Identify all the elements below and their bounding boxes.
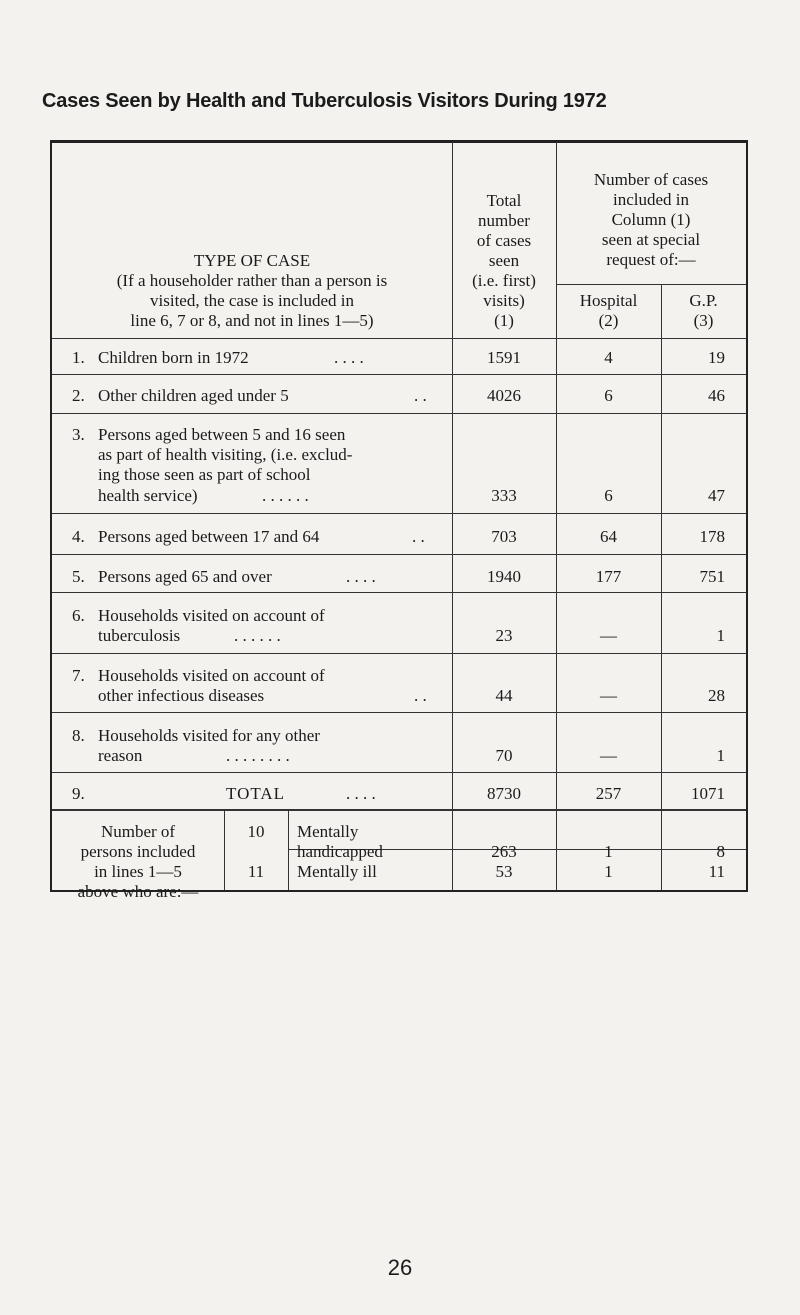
total-row-hospital: 257 (595, 784, 622, 803)
row-label: Households visited for any other (98, 726, 320, 745)
row-leader-dots: . . (412, 527, 425, 546)
total-row-leader-dots: . . . . (346, 784, 376, 803)
row-number: 1. (72, 348, 85, 367)
divider-row-5 (52, 592, 746, 593)
row-hospital: 4 (604, 348, 613, 367)
row-leader-dots: . . . . . . (262, 486, 309, 505)
row-label: health service) (98, 486, 198, 505)
footer-row-gp: 8 (716, 842, 725, 861)
total-heading: number (478, 211, 530, 230)
row-hospital: — (600, 686, 617, 705)
row-label: Other children aged under 5 (98, 386, 289, 405)
footer-label: Number of (100, 822, 176, 841)
row-hospital: 64 (600, 527, 617, 546)
total-column-number: (1) (494, 311, 514, 330)
row-gp: 28 (708, 686, 725, 705)
special-request-heading: Column (1) (611, 210, 691, 229)
row-label: Persons aged between 17 and 64 (98, 527, 320, 546)
row-label: other infectious diseases (98, 686, 265, 705)
footer-row-hospital: 1 (604, 842, 613, 861)
row-leader-dots: . . . . (334, 348, 364, 367)
row-label: Children born in 1972 (98, 348, 249, 367)
footer-label: in lines 1—5 (94, 862, 182, 881)
row-leader-dots: . . . . (346, 567, 376, 586)
row-hospital: 6 (604, 386, 613, 405)
footer-row-code: 11 (247, 862, 265, 881)
row-number: 8. (72, 726, 85, 745)
divider-row-7 (52, 712, 746, 713)
row-label: Persons aged 65 and over (98, 567, 272, 586)
row-label: tuberculosis (98, 626, 181, 645)
footer-row-hospital: 1 (604, 862, 613, 881)
row-hospital: — (600, 746, 617, 765)
row-number: 3. (72, 425, 85, 444)
divider-special-subhead (556, 284, 746, 285)
row-hospital: — (600, 626, 617, 645)
special-request-heading: Number of cases (593, 170, 709, 189)
row-leader-dots: . . (414, 386, 427, 405)
row-label: reason (98, 746, 143, 765)
total-row-number: 9. (72, 784, 85, 803)
row-gp: 178 (699, 527, 725, 546)
special-request-heading: request of:— (606, 250, 696, 269)
footer-label: persons included (80, 842, 196, 861)
row-label: Persons aged between 5 and 16 seen (98, 425, 346, 444)
total-row-label: TOTAL (226, 784, 286, 803)
row-gp: 46 (708, 386, 725, 405)
type-of-case-note: visited, the case is included in (150, 291, 354, 310)
row-leader-dots: . . . . . . (234, 626, 281, 645)
row-total: 70 (495, 746, 513, 765)
type-of-case-note: line 6, 7 or 8, and not in lines 1—5) (130, 311, 374, 330)
footer-row-code: 10 (247, 822, 265, 841)
hospital-heading: Hospital (579, 291, 638, 310)
type-of-case-heading: TYPE OF CASE (193, 251, 311, 270)
row-label: Households visited on account of (98, 606, 325, 625)
total-row-total: 8730 (487, 784, 521, 803)
total-heading: Total (486, 191, 522, 210)
footer-row-label: Mentally (297, 822, 359, 841)
type-of-case-note: (If a householder rather than a person is (116, 271, 388, 290)
divider-footer-desc (288, 810, 289, 890)
total-heading: seen (488, 251, 520, 270)
total-row-gp: 1071 (691, 784, 725, 803)
row-number: 4. (72, 527, 85, 546)
row-hospital: 177 (595, 567, 622, 586)
row-label: as part of health visiting, (i.e. exclud- (98, 445, 353, 464)
row-total: 703 (491, 527, 517, 546)
page-number: 26 (387, 1255, 413, 1280)
divider-total (52, 809, 746, 811)
total-heading: of cases (476, 231, 532, 250)
divider-row-2 (52, 413, 746, 414)
footer-row-total: 263 (491, 842, 517, 861)
row-leader-dots: . . (414, 686, 427, 705)
row-leader-dots: . . . . . . . . (226, 746, 290, 765)
row-total: 1940 (487, 567, 521, 586)
row-total: 333 (491, 486, 517, 505)
row-gp: 1 (716, 746, 725, 765)
row-number: 7. (72, 666, 85, 685)
row-number: 5. (72, 567, 85, 586)
hospital-column-number: (2) (598, 311, 619, 330)
total-heading: visits) (483, 291, 525, 310)
row-total: 23 (495, 626, 513, 645)
footer-row-label: handicapped (297, 842, 383, 861)
page-title: Cases Seen by Health and Tuberculosis Visitors During 1972 (42, 90, 607, 112)
row-total: 4026 (487, 386, 521, 405)
row-total: 1591 (487, 348, 521, 367)
row-total: 44 (495, 686, 513, 705)
row-gp: 751 (699, 567, 725, 586)
special-request-heading: included in (612, 190, 689, 209)
row-gp: 19 (708, 348, 725, 367)
footer-label: above who are:— (77, 882, 199, 901)
divider-row-1 (52, 374, 746, 375)
divider-row-3 (52, 513, 746, 514)
divider-row-6 (52, 653, 746, 654)
divider-header (52, 338, 746, 339)
row-gp: 47 (708, 486, 725, 505)
row-number: 6. (72, 606, 85, 625)
gp-heading: G.P. (689, 291, 718, 310)
footer-row-gp: 11 (708, 862, 725, 881)
row-label: ing those seen as part of school (98, 465, 311, 484)
special-request-heading: seen at special (601, 230, 701, 249)
footer-row-label: Mentally ill (297, 862, 377, 881)
footer-row-total: 53 (495, 862, 513, 881)
total-heading: (i.e. first) (472, 271, 536, 290)
row-label: Households visited on account of (98, 666, 325, 685)
row-number: 2. (72, 386, 85, 405)
divider-row-8 (52, 772, 746, 773)
row-gp: 1 (716, 626, 725, 645)
gp-column-number: (3) (693, 311, 714, 330)
divider-row-4 (52, 554, 746, 555)
row-hospital: 6 (604, 486, 613, 505)
